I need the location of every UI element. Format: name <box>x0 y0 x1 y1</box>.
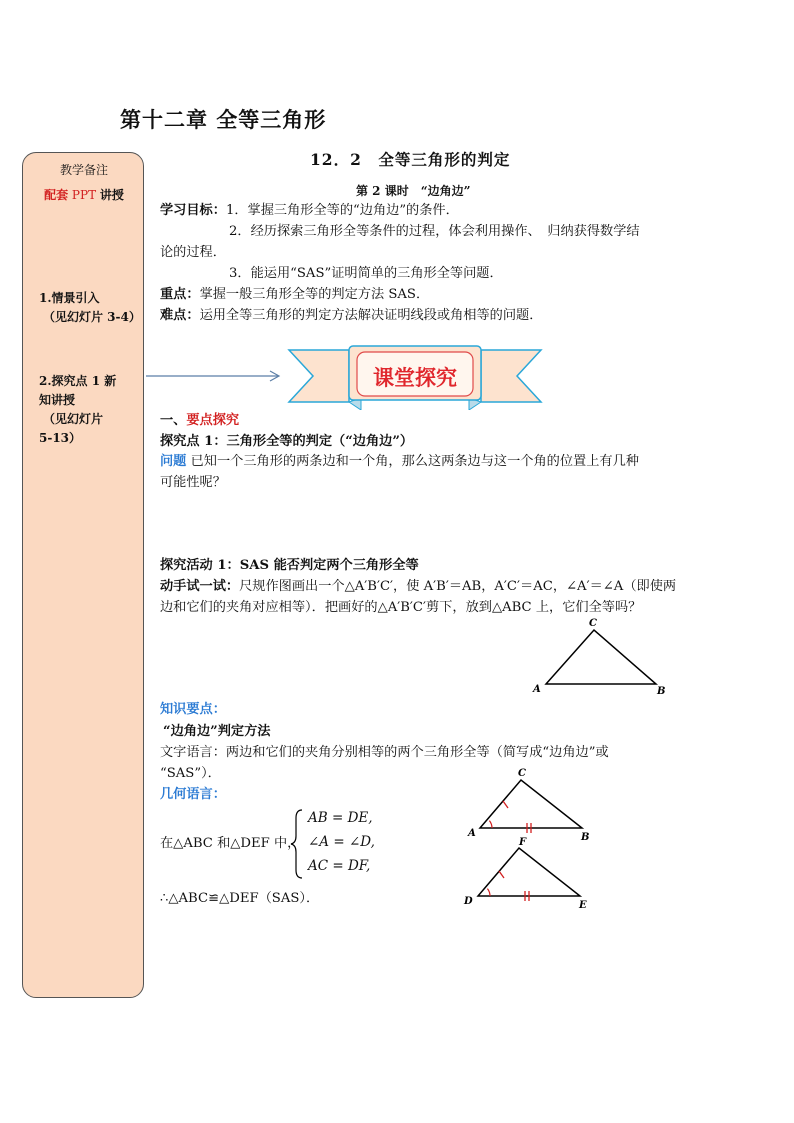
question-text-1: 已知一个三角形的两条边和一个角，那么这两条边与这一个角的位置上有几种 <box>190 454 639 469</box>
chapter-title: 第十二章 全等三角形 <box>120 107 327 132</box>
label-c: C <box>589 618 597 629</box>
triangle-abc-figure <box>530 614 670 700</box>
angle-a-mark <box>489 821 492 828</box>
question-label: 问题 <box>160 454 187 469</box>
triangle-def <box>478 848 580 896</box>
label-b: B <box>657 686 666 697</box>
try-it-text-1: 尺规作图画出一个△A′B′C′，使 A′B′＝AB，A′C′＝AC，∠A′＝∠A（即使两 <box>239 579 677 594</box>
label-e: E <box>579 900 587 911</box>
triangle-abc <box>546 630 656 684</box>
ppt-suffix: 讲授 <box>99 188 124 202</box>
goal-3: 3．能运用“SAS”证明简单的三角形全等问题． <box>229 266 503 281</box>
congruent-triangles-figure <box>460 764 600 914</box>
sidebar-item-explore-line3: （见幻灯片 <box>43 412 104 426</box>
ppt-prefix: 配套 <box>44 188 69 202</box>
part1-heading <box>160 411 239 430</box>
goal-2b: 论的过程． <box>160 245 226 260</box>
difficulty-text: 运用全等三角形的判定方法解决证明线段或角相等的问题． <box>199 308 543 323</box>
sidebar-item-explore <box>39 372 139 448</box>
system-brace <box>290 808 304 880</box>
try-it-label: 动手试一试： <box>160 579 240 594</box>
sidebar-arrow <box>146 368 286 384</box>
text-language-2: “SAS”）． <box>160 766 221 781</box>
text-language-1: 文字语言：两边和它们的夹角分别相等的两个三角形全等（简写成“边角边”或 <box>160 745 609 760</box>
difficulty-label: 难点： <box>160 308 200 323</box>
sidebar-item-explore-line1: 2.探究点 1 新 <box>39 374 117 388</box>
try-it-line-1 <box>160 577 676 596</box>
geo-language-label: 几何语言： <box>160 787 226 802</box>
key-point <box>160 285 429 304</box>
part1-prefix: 一、 <box>160 413 187 428</box>
angle-d-mark <box>487 889 490 896</box>
label-d: D <box>464 896 473 907</box>
section-title: 12．2 全等三角形的判定 <box>310 150 511 169</box>
geo-intro: 在△ABC 和△DEF 中， <box>160 836 301 851</box>
label-c-small: C <box>518 768 526 779</box>
teaching-notes-sidebar <box>22 152 144 998</box>
activity-1: 探究活动 1：SAS 能否判定两个三角形全等 <box>160 558 419 573</box>
sidebar-title: 教学备注 <box>59 163 108 177</box>
sidebar-item-intro-line1: 1.情景引入 <box>39 291 100 305</box>
geo-eq-3: AC = DF, <box>308 858 371 874</box>
lesson-title: 第 2 课时 “边角边” <box>356 184 471 198</box>
label-a: A <box>533 684 541 695</box>
tick-df <box>499 871 504 878</box>
goal-1: 1．掌握三角形全等的“边角边”的条件． <box>225 203 459 218</box>
triangle-abc-small <box>480 780 582 828</box>
difficulty <box>160 306 542 325</box>
goals-label: 学习目标： <box>160 203 226 218</box>
label-f: F <box>519 837 527 848</box>
sidebar-item-explore-line4: 5-13） <box>39 431 82 445</box>
banner-text: 课堂探究 <box>373 366 457 390</box>
question-line-1 <box>160 452 639 471</box>
goals-line-1 <box>160 201 459 220</box>
sidebar-item-explore-line2: 知讲授 <box>39 393 76 407</box>
tick-ac <box>503 801 508 808</box>
geo-eq-1: AB = DE, <box>308 810 373 826</box>
ppt-mid: PPT <box>68 188 100 202</box>
label-b-small: B <box>581 832 590 843</box>
question-line-2: 可能性呢？ <box>160 475 226 490</box>
method-title: “边角边”判定方法 <box>163 724 271 739</box>
sidebar-ppt-note <box>23 186 145 203</box>
part1-title: 要点探究 <box>186 413 240 428</box>
try-it-line-2: 边和它们的夹角对应相等）．把画好的△A′B′C′剪下，放到△ABC 上，它们全等吗？ <box>160 600 642 615</box>
geo-conclusion: ∴△ABC≌△DEF（SAS）． <box>160 891 320 906</box>
label-a-small: A <box>468 828 476 839</box>
sidebar-item-intro-line2: （见幻灯片 3-4） <box>43 310 141 324</box>
geo-eq-2: ∠A = ∠D, <box>308 834 375 850</box>
goal-2a: 2．经历探索三角形全等条件的过程，体会利用操作、 归纳获得数学结 <box>229 224 640 239</box>
key-point-label: 重点： <box>160 287 200 302</box>
key-point-text: 掌握一般三角形全等的判定方法 SAS． <box>199 287 430 302</box>
knowledge-label: 知识要点： <box>160 702 226 717</box>
sidebar-item-intro <box>39 289 139 327</box>
explore-point-1: 探究点 1：三角形全等的判定（“边角边”） <box>160 434 414 449</box>
